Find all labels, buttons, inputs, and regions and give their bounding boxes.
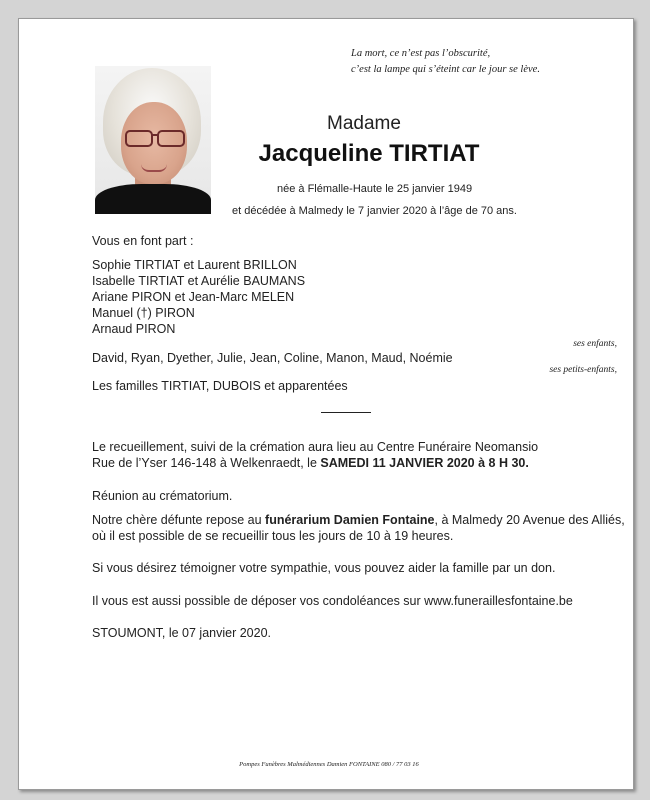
children-list: [92, 257, 305, 337]
ceremony-line-2: [92, 455, 538, 471]
visitation-line-2: où il est possible de se recueillir tous les jours de 10 à 19 heures.: [92, 529, 454, 543]
quote-line-1: La mort, ce n’est pas l’obscurité,: [351, 48, 491, 59]
gathering-paragraph: Réunion au crématorium.: [92, 489, 233, 503]
obituary-page: [18, 18, 634, 790]
children-role-label: ses enfants,: [573, 339, 617, 349]
deceased-name: Jacqueline TIRTIAT: [258, 140, 480, 167]
funeral-home-address: , à Malmedy 20 Avenue des Alliés,: [434, 513, 625, 527]
ceremony-address: Rue de l’Yser 146-148 à Welkenraedt, le: [92, 456, 321, 470]
birth-line: née à Flémalle-Haute le 25 janvier 1949: [277, 183, 473, 195]
divider-line: [321, 412, 371, 413]
funeral-home-name: funérarium Damien Fontaine: [265, 513, 435, 527]
visitation-line-1: [92, 512, 625, 528]
place-date-line: STOUMONT, le 07 janvier 2020.: [92, 626, 272, 640]
list-item: Sophie TIRTIAT et Laurent BRILLON: [92, 258, 297, 272]
list-item: Arnaud PIRON: [92, 322, 176, 336]
list-item: Isabelle TIRTIAT et Aurélie BAUMANS: [92, 274, 306, 288]
epigraph-quote: [351, 46, 621, 78]
condolences-paragraph: Il vous est aussi possible de déposer vos condoléances sur www.funeraillesfontaine.be: [92, 594, 573, 608]
grandchildren-line: David, Ryan, Dyether, Julie, Jean, Coline, Manon, Maud, Noémie: [92, 351, 453, 365]
quote-line-2: c’est la lampe qui s’éteint car le jour se lève.: [351, 64, 540, 75]
sympathy-paragraph: Si vous désirez témoigner votre sympathie, vous pouvez aider la famille par un don.: [92, 561, 556, 575]
list-item: Ariane PIRON et Jean-Marc MELEN: [92, 290, 295, 304]
grandchildren-role-label: ses petits-enfants,: [549, 365, 617, 375]
visitation-paragraph: [92, 512, 625, 544]
ceremony-datetime: SAMEDI 11 JANVIER 2020 à 8 H 30.: [320, 456, 529, 470]
visitation-text: Notre chère défunte repose au: [92, 513, 266, 527]
ceremony-line-1: Le recueillement, suivi de la crémation aura lieu au Centre Funéraire Neomansio: [92, 440, 539, 454]
announcement-intro: Vous en font part :: [92, 234, 194, 248]
ceremony-paragraph: [92, 439, 538, 471]
death-line: et décédée à Malmedy le 7 janvier 2020 à l’âge de 70 ans.: [232, 205, 517, 217]
families-line: Les familles TIRTIAT, DUBOIS et apparentées: [92, 379, 348, 393]
portrait-photo: [95, 66, 211, 214]
list-item: Manuel (†) PIRON: [92, 306, 195, 320]
funeral-director-footer: Pompes Funèbres Malmédiennes Damien FONTAINE 080 / 77 03 16: [239, 761, 419, 768]
honorific-title: Madame: [327, 113, 401, 134]
